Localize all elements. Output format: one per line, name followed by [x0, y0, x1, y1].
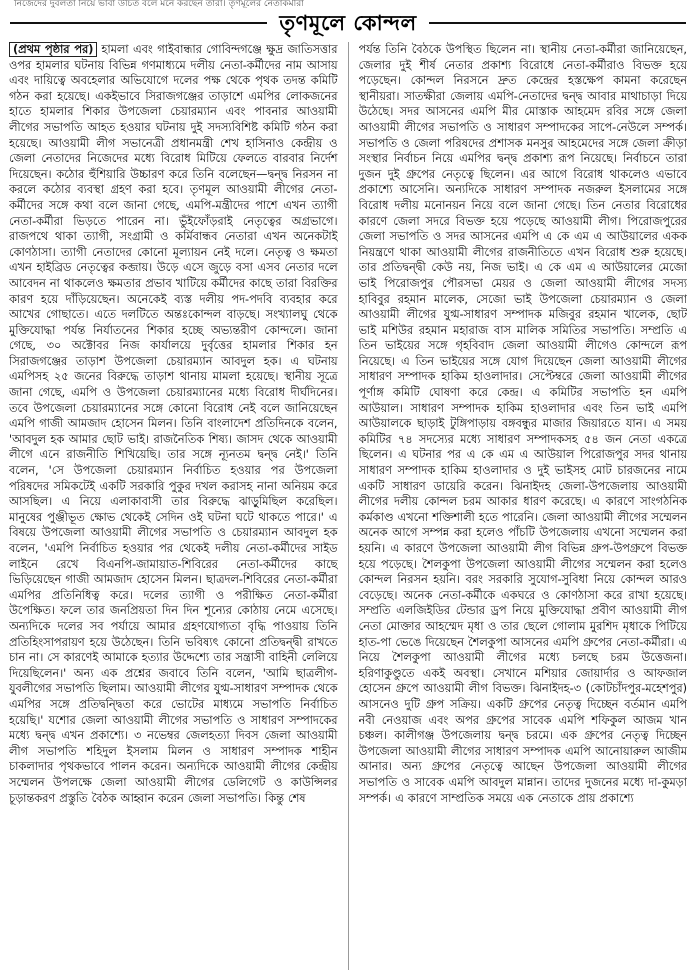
heading-rule-right [429, 22, 686, 24]
left-column-paragraph [9, 42, 338, 806]
section-title: তৃণমূলে কোন্দল [279, 10, 417, 35]
previous-article-strip: নিজেদের দুর্বলতা নিয়ে ভাবা উচিত বলে মনে করছেন তারা। তৃণমূলের নেতাকর্মীরা [14, 0, 304, 9]
article-body [9, 42, 687, 970]
right-column [359, 42, 688, 970]
left-column [9, 42, 338, 970]
column-divider [348, 42, 349, 970]
heading-rule-left [10, 22, 267, 24]
right-column-text: পর্যন্ত তিনি বৈঠকে উপস্থিত ছিলেন না। স্থানীয় নেতা-কর্মীরা জানিয়েছেন, জেলার দুই শীর্ষ নেতার প্রকাশ্য বিরোধে নেতা-কর্মীরাও বিভক্ত হয়ে পড়েছেন। কোন্দল নিরসনে দ্রুত কেন্দ্রের হস্তক্ষেপ কামনা করেছেন স্থানীয়রা। সাতক্ষীরা জেলায় এমপি-নেতাদের দ্বন্দ্ব আবার মাথাচাড়া দিয়ে উঠেছে। সদর আসনের এমপি মীর মোস্তাক আহমেদ রবির সঙ্গে জেলা আওয়ামী লীগের সভাপতি ও সাধারণ সম্পাদকের সাপে-নেউলে সম্পর্ক। সভাপতি ও জেলা পরিষদের প্রশাসক মনসুর আহমেদের সঙ্গে জেলা ক্রীড়া সংস্থার নির্বাচন নিয়ে এমপির দ্বন্দ্ব প্রকাশ্য রূপ নিয়েছে। নির্বাচনে তারা দুজন দুই গ্রুপের নেতৃত্বে ছিলেন। এর আগে বিরোধ থাকলেও এভাবে প্রকাশ্যে আসেনি। অন্যদিকে সাধারণ সম্পাদক নজরুল ইসলামের সঙ্গে বিরোধ দলীয় মনোনয়ন নিয়ে বলে জানা গেছে। তিন নেতার বিরোধের কারণে জেলা সদরে বিভক্ত হয়ে পড়েছে আওয়ামী লীগ। পিরোজপুরের জেলা সভাপতি ও সদর আসনের এমপি এ কে এম এ আউয়ালের একক নিয়ন্ত্রণে থাকা আওয়ামী লীগের রাজনীতিতে এখন বিরোধ শুরু হয়েছে। তার প্রতিদ্বন্দ্বী কেউ নয়, নিজ ভাই। এ কে এম এ আউয়ালের মেজো ভাই পিরোজপুর পৌরসভা মেয়র ও জেলা আওয়ামী লীগের সদস্য হাবিবুর রহমান মালেক, সেজো ভাই উপজেলা চেয়ারম্যান ও জেলা আওয়ামী লীগের যুগ্ম-সাধারণ সম্পাদক মজিবুর রহমান খালেক, ছোট ভাই মশিউর রহমান মহারাজ বাস মালিক সমিতির সভাপতি। সম্প্রতি এ তিন ভাইয়ের সঙ্গে গৃহবিবাদ জেলা আওয়ামী লীগেও কোন্দলে রূপ নিয়েছে। এ তিন ভাইয়ের সঙ্গে যোগ দিয়েছেন জেলা আওয়ামী লীগের সাধারণ সম্পাদক হাকিম হাওলাদার। সেপ্টেম্বরে জেলা আওয়ামী লীগের পূর্ণাঙ্গ কমিটি ঘোষণা করে কেন্দ্র। এ কমিটির সভাপতি হন এমপি আউয়াল। সাধারণ সম্পাদক হাকিম হাওলাদার এবং তিন ভাই এমপি আউয়ালকে ছাড়াই টুঙ্গিপাড়ায় বঙ্গবন্ধুর মাজার জিয়ারতে যান। এ সময় কমিটির ৭৪ সদস্যের মধ্যে সাধারণ সম্পাদকসহ ৫৪ জন নেতা একত্রে ছিলেন। এ ঘটনার পর এ কে এম এ আউয়াল পিরোজপুর সদর থানায় সাধারণ সম্পাদক হাকিম হাওলাদার ও দুই ভাইসহ মোট চারজনের নামে একটি সাধারণ ডায়েরি করেন। ঝিনাইদহ জেলা-উপজেলায় আওয়ামী লীগের দলীয় কোন্দল চরম আকার ধারণ করেছে। এ কারণে সাংগঠনিক কর্মকাণ্ড এখনো শক্তিশালী হতে পারেনি। জেলা আওয়ামী লীগের সম্মেলন অনেক আগে সম্পন্ন করা হলেও পাঁচটি উপজেলায় এখনো সম্মেলন করা হয়নি। এ কারণে উপজেলা আওয়ামী লীগ বিভিন্ন গ্রুপ-উপগ্রুপে বিভক্ত হয়ে পড়েছে। শৈলকুপা উপজেলা আওয়ামী লীগের সম্মেলন করা হলেও কোন্দল নিরসন হয়নি। বরং সরকারি সুযোগ-সুবিধা নিয়ে কোন্দল আরও বেড়েছে। অনেক নেতা-কর্মীকে একঘরে ও কোণঠাসা করে রাখা হয়েছে। সম্প্রতি এলজিইডির টেন্ডার ড্রপ নিয়ে মুক্তিযোদ্ধা প্রবীণ আওয়ামী লীগ নেতা মোক্তার আহম্মেদ মৃধা ও তার ছেলে গোলাম মুরশিদ মৃধাকে পিটিয়ে হাত-পা ভেঙে দিয়েছেন শৈলকুপা আসনের এমপি গ্রুপের নেতা-কর্মীরা। এ নিয়ে শৈলকুপা আওয়ামী লীগের মধ্যে চলছে চরম উত্তেজনা। হরিণাকুণ্ডুতে একই অবস্থা। সেখানে মশিয়ার জোয়ার্দার ও আফজাল হোসেন গ্রুপে আওয়ামী লীগ বিভক্ত। ঝিনাইদহ-৩ (কোটচাঁদপুর-মহেশপুর) আসনেও দুটি গ্রুপ সক্রিয়। একটি গ্রুপের নেতৃত্ব দিচ্ছেন বর্তমান এমপি নবী নেওয়াজ এবং অপর গ্রুপের সাবেক এমপি শফিকুল আজম খান চঞ্চল। কালীগঞ্জ উপজেলায় দ্বন্দ্ব চরমে। এক গ্রুপের নেতৃত্ব দিচ্ছেন উপজেলা আওয়ামী লীগের সাধারণ সম্পাদক এমপি আনোয়ারুল আজীম আনার। অন্য গ্রুপের নেতৃত্বে আছেন উপজেলা আওয়ামী লীগের সভাপতি ও সাবেক এমপি আবদুল মান্নান। তাদের দুজনের মধ্যে দা-কুমড়া সম্পর্ক। এ কারণে সাম্প্রতিক সময়ে এক নেতাকে প্রায় প্রকাশ্যে [358, 43, 687, 805]
continued-from-label: (প্রথম পৃষ্ঠার পর) [9, 42, 97, 57]
section-heading [10, 6, 686, 40]
left-column-text: হামলা এবং গাইবান্ধার গোবিন্দগঞ্জে ক্ষুদ্র জাতিসত্তার ওপর হামলার ঘটনায় বিভিন্ন গণমাধ্যমে দলীয় নেতা-কর্মীদের নাম আসায় এবং দায়িত্বে অবহেলার অভিযোগে দলের পক্ষ থেকে পৃথক তদন্ত কমিটি গঠন করা হয়েছে। একইভাবে সিরাজগঞ্জের তাড়াশে এমপির লোকজনের হাতে হামলার শিকার উপজেলা চেয়ারম্যান এবং পাবনার আওয়ামী লীগের সভাপতি আহত হওয়ার ঘটনায় দুই সদস্যবিশিষ্ট কমিটি গঠন করা হয়েছে। আওয়ামী লীগ সভানেত্রী প্রধানমন্ত্রী শেখ হাসিনাও কেন্দ্রীয় ও জেলা নেতাদের নিজেদের মধ্যে বিরোধ মিটিয়ে ফেলতে বারবার নির্দেশ দিয়েছেন। কঠোর হুঁশিয়ারি উচ্চারণ করে তিনি বলেছেন—দ্বন্দ্ব নিরসন না করলে কঠোর ব্যবস্থা গ্রহণ করা হবে। তৃণমূল আওয়ামী লীগের নেতা-কর্মীদের সঙ্গে কথা বলে জানা গেছে, এমপি-মন্ত্রীদের পাশে এখন ত্যাগী নেতা-কর্মীরা ভিড়তে পারেন না। ভুঁইফোঁড়রাই নেতৃত্বের অগ্রভাগে। রাজপথে থাকা ত্যাগী, সংগ্রামী ও কর্মিবান্ধব নেতারা এখন অনেকটাই কোণঠাসা। ত্যাগী নেতাদের কোনো মূল্যায়ন নেই দলে। নেতৃত্ব ও ক্ষমতা এখন হাইব্রিড নেতৃত্বের কব্জায়। উড়ে এসে জুড়ে বসা এসব নেতার দলে আবেদন না থাকলেও ক্ষমতার প্রভাব খাটিয়ে কর্মীদের কাছে তারা বিরক্তির কারণ হয়ে দাঁড়িয়েছেন। অনেকেই ব্যস্ত দলীয় পদ-পদবি ব্যবহার করে আখের গোছাতে। এতে দলটিতে অন্তঃকোন্দল বাড়ছে। সংখ্যালঘু থেকে মুক্তিযোদ্ধা পর্যন্ত নির্যাতনের শিকার হচ্ছে অভ্যন্তরীণ কোন্দলে। জানা গেছে, ৩০ অক্টোবর নিজ কার্যালয়ে দুর্বৃত্তের হামলার শিকার হন সিরাজগঞ্জের তাড়াশ উপজেলা চেয়ারম্যান আবদুল হক। এ ঘটনায় এমপিসহ ২৫ জনের বিরুদ্ধে তাড়াশ থানায় মামলা হয়েছে। স্থানীয় সূত্রে জানা গেছে, এমপি ও উপজেলা চেয়ারম্যানের মধ্যে বিরোধ দীর্ঘদিনের। তবে উপজেলা চেয়ারম্যানের সঙ্গে কোনো বিরোধ নেই বলে জানিয়েছেন এমপি গাজী আমজাদ হোসেন মিলন। তিনি বাংলাদেশ প্রতিদিনকে বলেন, 'আবদুল হক আমার ছোট ভাই। রাজনৈতিক শিষ্য। জাসদ থেকে আওয়ামী লীগে এনে রাজনীতি শিখিয়েছি। তার সঙ্গে ন্যূনতম দ্বন্দ্ব নেই।' তিনি বলেন, 'সে উপজেলা চেয়ারম্যান নির্বাচিত হওয়ার পর উপজেলা পরিষদের সমিকটেই একটি সরকারি পুকুর দখল করাসহ নানা অনিয়ম করে আসছিল। এ নিয়ে এলাকাবাসী তার বিরুদ্ধে ঝাড়ুমিছিল করেছিল। মানুষের পুঞ্জীভূত ক্ষোভ থেকেই সেদিন ওই ঘটনা ঘটে থাকতে পারে।' এ বিষয়ে উপজেলা আওয়ামী লীগের সভাপতি ও চেয়ারম্যান আবদুল হক বলেন, 'এমপি নির্বাচিত হওয়ার পর থেকেই দলীয় নেতা-কর্মীদের সাইড লাইনে রেখে বিএনপি-জামায়াত-শিবিরের নেতা-কর্মীদের কাছে ভিড়িয়েছেন গাজী আমজাদ হোসেন মিলন। ছাত্রদল-শিবিরের নেতা-কর্মীরা এমপির প্রতিনিধিত্ব করে। দলের ত্যাগী ও পরীক্ষিত নেতা-কর্মীরা উপেক্ষিত। ফলে তার জনপ্রিয়তা দিন দিন শূন্যের কোঠায় নেমে এসেছে। অন্যদিকে দলের সব পর্যায়ে আমার গ্রহণযোগ্যতা বৃদ্ধি পাওয়ায় তিনি প্রতিহিংসাপরায়ণ হয়ে উঠেছেন। তিনি ভবিষ্যৎ কোনো প্রতিদ্বন্দ্বী রাখতে চান না। সে কারণেই আমাকে হত্যার উদ্দেশ্যে তার সন্ত্রাসী বাহিনী লেলিয়ে দিয়েছিলেন।' অন্য এক প্রশ্নের জবাবে তিনি বলেন, 'আমি ছাত্রলীগ-যুবলীগের সভাপতি ছিলাম। আওয়ামী লীগের যুগ্ম-সাধারণ সম্পাদক থেকে এমপির সঙ্গে প্রতিদ্বন্দ্বিতা করে ভোটের মাধ্যমে সভাপতি নির্বাচিত হয়েছি।' যশোর জেলা আওয়ামী লীগের সভাপতি ও সাধারণ সম্পাদকের মধ্যে দ্বন্দ্ব এখন প্রকাশ্যে। ৩ নভেম্বর জেলহত্যা দিবস জেলা আওয়ামী লীগ সভাপতি শহিদুল ইসলাম মিলন ও সাধারণ সম্পাদক শাহীন চাকলাদার পৃথকভাবে পালন করেন। অন্যদিকে আওয়ামী লীগের কেন্দ্রীয় সম্মেলন উপলক্ষে জেলা আওয়ামী লীগের ডেলিগেট ও কাউন্সিলর চূড়ান্তকরণ প্রস্তুতি বৈঠক আহ্বান করেন জেলা সভাপতি। কিন্তু শেষ [9, 43, 338, 805]
